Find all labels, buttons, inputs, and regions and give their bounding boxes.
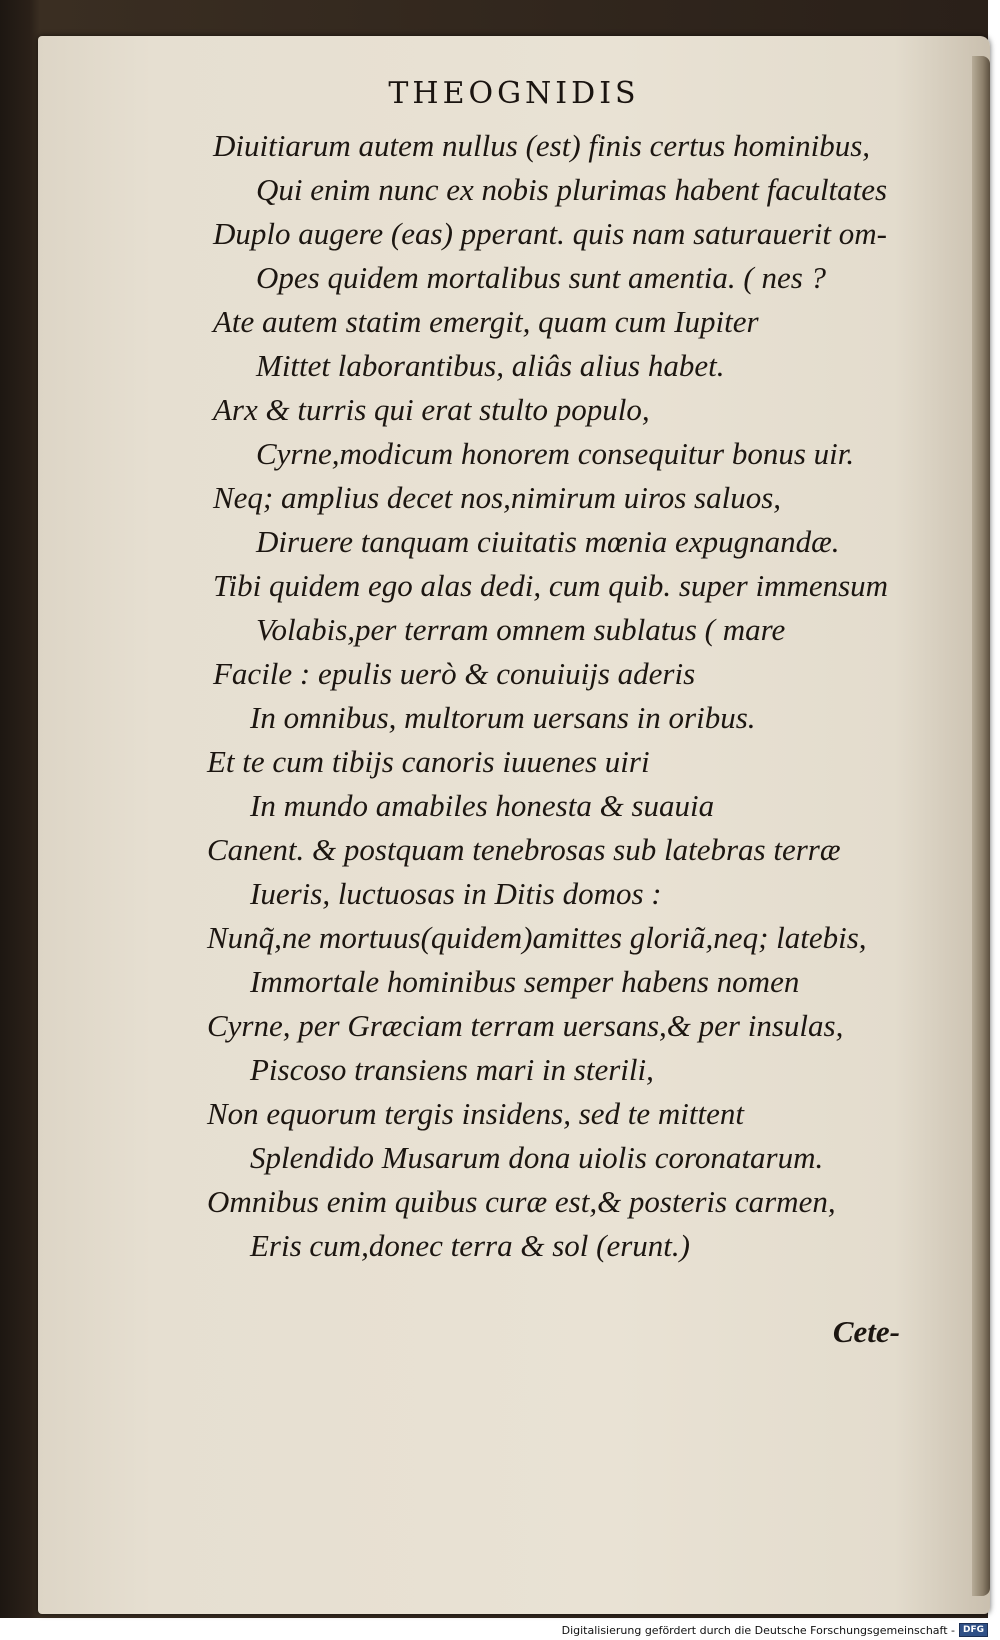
book-page — [38, 36, 990, 1614]
verse-line: Iueris, luctuosas in Ditis domos : — [250, 876, 662, 911]
verse-line: In mundo amabiles honesta & suauia — [250, 788, 715, 823]
verse-line: Tibi quidem ego alas dedi, cum quib. super immensum — [213, 568, 889, 603]
verse-line: Cyrne,modicum honorem consequitur bonus uir. — [256, 436, 855, 471]
verse-line: Nunq̃,ne mortuus(quidem)amittes gloriã,neq; latebis, — [207, 920, 867, 955]
verse-line: Qui enim nunc ex nobis plurimas habent facultates — [256, 172, 888, 207]
verse-line: Piscoso transiens mari in sterili, — [250, 1052, 654, 1087]
verse-line: Diuitiarum autem nullus (est) finis certus hominibus, — [213, 128, 871, 163]
catchword: Cete- — [832, 1314, 900, 1349]
verse-line: Eris cum,donec terra & sol (erunt.) — [250, 1228, 690, 1263]
verse-line: Arx & turris qui erat stulto populo, — [213, 392, 650, 427]
verse-line: In omnibus, multorum uersans in oribus. — [250, 700, 756, 735]
dfg-logo: DFG — [959, 1623, 988, 1637]
verse-line: Ate autem statim emergit, quam cum Iupiter — [213, 304, 759, 339]
page-edge — [972, 56, 990, 1596]
verse-line: Splendido Musarum dona uiolis coronatarum. — [250, 1140, 824, 1175]
verse-line: Duplo augere (eas) pperant. quis nam saturauerit om- — [213, 216, 887, 251]
verse-line: Opes quidem mortalibus sunt amentia. ( nes ? — [256, 260, 827, 295]
verse-line: Non equorum tergis insidens, sed te mittent — [207, 1096, 745, 1131]
verse-line: Facile : epulis uerò & conuiuijs aderis — [213, 656, 696, 691]
verse-line: Volabis,per terram omnem sublatus ( mare — [256, 612, 786, 647]
verse-line: Diruere tanquam ciuitatis mœnia expugnandæ. — [256, 524, 840, 559]
verse-line: Neq; amplius decet nos,nimirum uiros saluos, — [213, 480, 782, 515]
verse-line: Canent. & postquam tenebrosas sub latebras terræ — [207, 832, 841, 867]
verse-line: Et te cum tibijs canoris iuuenes uiri — [207, 744, 650, 779]
running-head: THEOGNIDIS — [388, 76, 640, 111]
verse-line: Mittet laborantibus, aliâs alius habet. — [256, 348, 725, 383]
digitization-footer — [562, 1623, 988, 1637]
footer-text: Digitalisierung gefördert durch die Deutsche Forschungsgemeinschaft - — [561, 1623, 955, 1637]
verse-line: Cyrne, per Græciam terram uersans,& per insulas, — [207, 1008, 844, 1043]
verse-line: Omnibus enim quibus curæ est,& posteris carmen, — [207, 1184, 836, 1219]
verse-line: Immortale hominibus semper habens nomen — [250, 964, 800, 999]
